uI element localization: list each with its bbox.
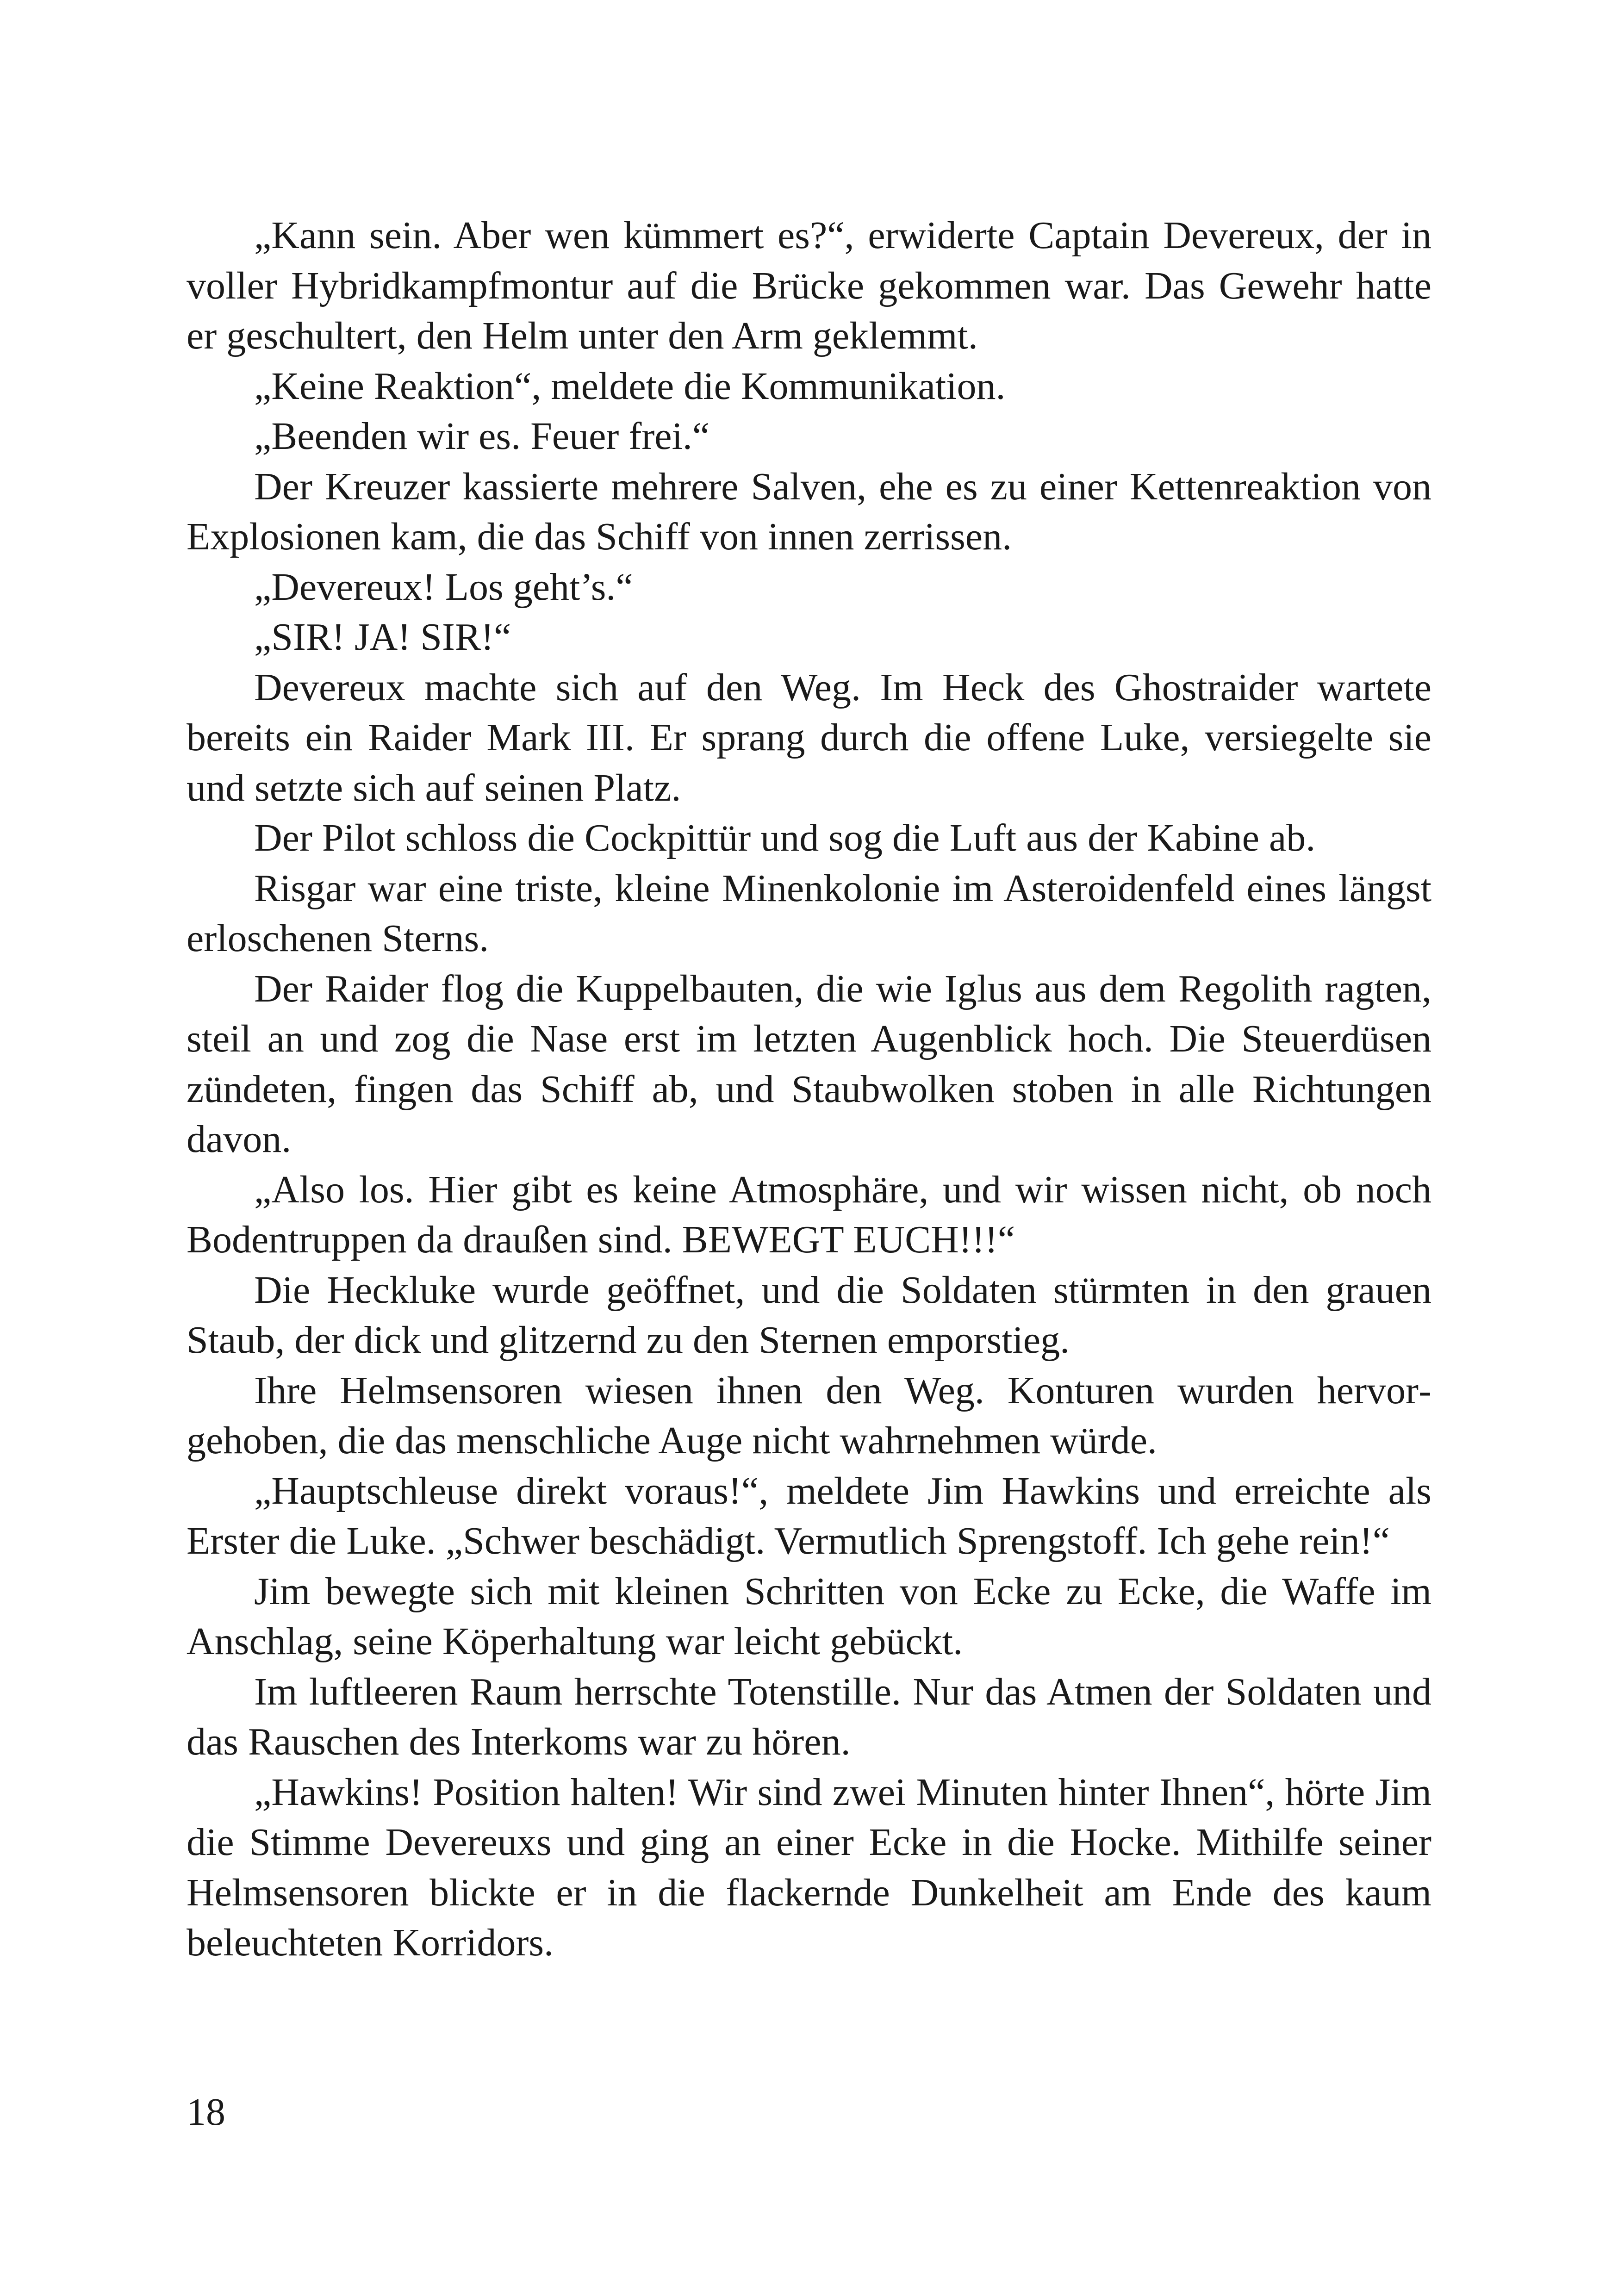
paragraph: Der Pilot schloss die Cockpittür und sog die Luft aus der Kabine ab. xyxy=(254,816,1316,859)
paragraph: Im luftleeren Raum herrschte Totenstille. Nur das Atmen der Soldaten und das Rauschen des Interkoms war zu hören. xyxy=(187,1670,1431,1763)
page-number: 18 xyxy=(187,2091,225,2134)
paragraph: „Keine Reaktion“, meldete die Kommunikation. xyxy=(254,364,1006,408)
paragraph: Jim bewegte sich mit kleinen Schritten von Ecke zu Ecke, die Waffe im Anschlag, seine Köperhaltung war leicht gebückt. xyxy=(187,1569,1431,1663)
paragraph: „Also los. Hier gibt es keine Atmosphäre, und wir wissen nicht, ob noch Bodentruppen da draußen sind. BEWEGT EUCH!!!“ xyxy=(187,1168,1431,1261)
paragraph: „Hauptschleuse direkt voraus!“, meldete Jim Hawkins und erreichte als Erster die Luke. „Schwer beschädigt. Vermutlich Sprengstoff. Ich gehe rein!“ xyxy=(187,1469,1431,1562)
body-text xyxy=(187,211,1431,1968)
paragraph: Ihre Helmsensoren wiesen ihnen den Weg. Konturen wurden hervorgehoben, die das menschliche Auge nicht wahrnehmen würde. xyxy=(187,1369,1431,1462)
paragraph: „SIR! JA! SIR!“ xyxy=(254,616,511,659)
paragraph: „Beenden wir es. Feuer frei.“ xyxy=(254,415,710,458)
paragraph: „Devereux! Los geht’s.“ xyxy=(254,565,633,609)
paragraph: Devereux machte sich auf den Weg. Im Heck des Ghostraider wartete bereits ein Raider Mark III. Er sprang durch die offene Luke, versiegelte sie und setzte sich auf seinen Platz. xyxy=(187,666,1431,809)
paragraph: Der Kreuzer kassierte mehrere Salven, ehe es zu einer Kettenreaktion von Explosionen kam, die das Schiff von innen zerrissen. xyxy=(187,465,1431,558)
paragraph: Die Heckluke wurde geöffnet, und die Soldaten stürmten in den grauen Staub, der dick und glitzernd zu den Sternen emporstieg. xyxy=(187,1268,1431,1362)
paragraph: „Kann sein. Aber wen kümmert es?“, erwiderte Captain Devereux, der in voller Hybridkampfmontur auf die Brücke gekommen war. Das Gewehr hatte er geschultert, den Helm unter den Arm geklemmt. xyxy=(187,214,1431,357)
paragraph: „Hawkins! Position halten! Wir sind zwei Minuten hinter Ihnen“, hörte Jim die Stimme Devereuxs und ging an einer Ecke in die Hocke. Mithilfe seiner Helmsensoren blickte er in die flackernde Dunkelheit am Ende des kaum beleuchteten Korridors. xyxy=(187,1770,1431,1964)
paragraph: Risgar war eine triste, kleine Minenkolonie im Asteroidenfeld eines längst erloschenen Sterns. xyxy=(187,866,1431,960)
paragraph: Der Raider flog die Kuppelbauten, die wie Iglus aus dem Regolith ragten, steil an und zog die Nase erst im letzten Augenblick hoch. Die Steuerdüsen zündeten, fingen das Schiff ab, und Staubwolken stoben in alle Richtungen davon. xyxy=(187,967,1431,1161)
